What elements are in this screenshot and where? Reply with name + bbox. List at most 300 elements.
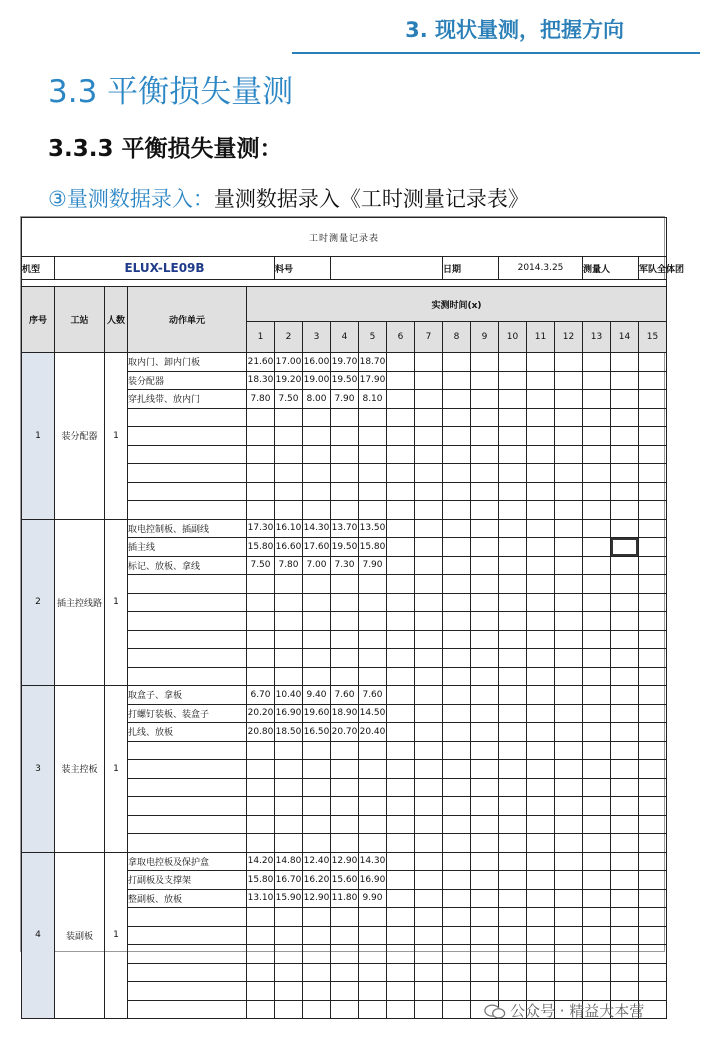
time-cell[interactable] [471, 482, 499, 501]
time-cell[interactable] [471, 982, 499, 1001]
time-cell[interactable] [471, 649, 499, 668]
time-cell[interactable] [415, 371, 443, 390]
action-cell[interactable] [128, 982, 247, 1001]
time-cell[interactable] [303, 797, 331, 816]
time-cell[interactable] [303, 741, 331, 760]
time-cell[interactable] [527, 686, 555, 705]
time-cell[interactable] [611, 519, 639, 538]
time-cell[interactable] [303, 926, 331, 945]
time-cell[interactable] [471, 464, 499, 483]
time-cell[interactable] [275, 760, 303, 779]
time-cell[interactable]: 15.80 [247, 871, 275, 890]
time-cell[interactable] [611, 834, 639, 853]
time-cell[interactable] [303, 482, 331, 501]
time-cell[interactable]: 16.60 [275, 538, 303, 557]
time-cell[interactable] [387, 353, 415, 372]
time-cell[interactable] [359, 926, 387, 945]
time-cell[interactable] [275, 963, 303, 982]
time-cell[interactable] [359, 593, 387, 612]
time-cell[interactable] [275, 926, 303, 945]
time-cell[interactable] [443, 482, 471, 501]
time-cell[interactable] [415, 427, 443, 446]
time-cell[interactable] [247, 797, 275, 816]
time-cell[interactable] [443, 575, 471, 594]
time-cell[interactable] [303, 945, 331, 964]
time-cell[interactable] [443, 390, 471, 409]
time-cell[interactable]: 7.90 [359, 556, 387, 575]
time-cell[interactable] [303, 908, 331, 927]
action-cell[interactable] [128, 741, 247, 760]
action-cell[interactable] [128, 667, 247, 686]
time-cell[interactable] [527, 538, 555, 557]
action-cell[interactable] [128, 926, 247, 945]
time-cell[interactable] [611, 390, 639, 409]
time-cell[interactable] [359, 963, 387, 982]
time-cell[interactable] [415, 390, 443, 409]
time-cell[interactable] [359, 1000, 387, 1019]
time-cell[interactable]: 19.00 [303, 371, 331, 390]
time-cell[interactable] [471, 963, 499, 982]
time-cell[interactable] [639, 982, 667, 1001]
time-cell[interactable] [471, 871, 499, 890]
time-cell[interactable] [303, 778, 331, 797]
time-cell[interactable] [583, 815, 611, 834]
time-cell[interactable] [527, 760, 555, 779]
time-cell[interactable] [387, 556, 415, 575]
time-cell[interactable] [639, 482, 667, 501]
time-cell[interactable] [331, 741, 359, 760]
action-cell[interactable] [128, 501, 247, 520]
time-cell[interactable] [247, 649, 275, 668]
action-cell[interactable] [128, 482, 247, 501]
time-cell[interactable] [247, 945, 275, 964]
time-cell[interactable]: 6.70 [247, 686, 275, 705]
time-cell[interactable] [359, 741, 387, 760]
action-cell[interactable] [128, 445, 247, 464]
time-cell[interactable] [611, 482, 639, 501]
action-cell[interactable] [128, 963, 247, 982]
time-cell[interactable] [583, 963, 611, 982]
time-cell[interactable] [387, 704, 415, 723]
time-cell[interactable] [415, 593, 443, 612]
time-cell[interactable]: 19.50 [331, 538, 359, 557]
time-cell[interactable] [555, 519, 583, 538]
action-cell[interactable]: 打副板及支撑架 [128, 871, 247, 890]
time-cell[interactable]: 15.80 [359, 538, 387, 557]
time-cell[interactable] [331, 1000, 359, 1019]
time-cell[interactable] [247, 982, 275, 1001]
time-cell[interactable] [499, 778, 527, 797]
time-cell[interactable] [611, 649, 639, 668]
time-cell[interactable] [499, 649, 527, 668]
time-cell[interactable] [387, 445, 415, 464]
time-cell[interactable] [555, 538, 583, 557]
time-cell[interactable] [639, 575, 667, 594]
time-cell[interactable] [471, 797, 499, 816]
time-cell[interactable] [387, 908, 415, 927]
time-cell[interactable] [639, 612, 667, 631]
time-cell[interactable] [415, 871, 443, 890]
time-cell[interactable] [583, 982, 611, 1001]
time-cell[interactable] [583, 778, 611, 797]
time-cell[interactable] [499, 612, 527, 631]
model-value[interactable]: ELUX-LE09B [55, 257, 275, 280]
action-cell[interactable]: 扎线、放板 [128, 723, 247, 742]
time-cell[interactable] [415, 612, 443, 631]
time-cell[interactable] [303, 593, 331, 612]
time-cell[interactable] [527, 963, 555, 982]
time-cell[interactable] [555, 630, 583, 649]
time-cell[interactable] [611, 556, 639, 575]
time-cell[interactable] [359, 612, 387, 631]
time-cell[interactable]: 16.00 [303, 353, 331, 372]
time-cell[interactable] [499, 482, 527, 501]
time-cell[interactable] [387, 630, 415, 649]
time-cell[interactable] [611, 815, 639, 834]
time-cell[interactable] [555, 612, 583, 631]
time-cell[interactable] [415, 353, 443, 372]
time-cell[interactable]: 7.60 [331, 686, 359, 705]
time-cell[interactable] [639, 889, 667, 908]
time-cell[interactable] [415, 908, 443, 927]
time-cell[interactable] [527, 908, 555, 927]
time-cell[interactable]: 15.60 [331, 871, 359, 890]
time-cell[interactable] [387, 408, 415, 427]
time-cell[interactable] [275, 575, 303, 594]
time-cell[interactable] [387, 741, 415, 760]
time-cell[interactable] [331, 667, 359, 686]
time-cell[interactable] [583, 501, 611, 520]
time-cell[interactable] [275, 649, 303, 668]
time-cell[interactable] [471, 926, 499, 945]
time-cell[interactable] [275, 501, 303, 520]
time-cell[interactable] [443, 538, 471, 557]
time-cell[interactable] [415, 852, 443, 871]
time-cell[interactable] [247, 741, 275, 760]
time-cell[interactable] [359, 408, 387, 427]
time-cell[interactable] [247, 630, 275, 649]
time-cell[interactable] [359, 797, 387, 816]
time-cell[interactable] [499, 630, 527, 649]
time-cell[interactable] [443, 353, 471, 372]
time-cell[interactable] [499, 797, 527, 816]
time-cell[interactable] [471, 686, 499, 705]
time-cell[interactable] [387, 390, 415, 409]
action-cell[interactable] [128, 908, 247, 927]
time-cell[interactable] [527, 889, 555, 908]
time-cell[interactable] [499, 871, 527, 890]
time-cell[interactable] [331, 464, 359, 483]
time-cell[interactable] [555, 353, 583, 372]
time-cell[interactable]: 7.90 [331, 390, 359, 409]
time-cell[interactable]: 16.90 [275, 704, 303, 723]
time-cell[interactable] [415, 556, 443, 575]
time-cell[interactable] [387, 852, 415, 871]
action-cell[interactable] [128, 649, 247, 668]
time-cell[interactable] [639, 464, 667, 483]
time-cell[interactable] [583, 686, 611, 705]
time-cell[interactable]: 17.90 [359, 371, 387, 390]
action-cell[interactable] [128, 464, 247, 483]
time-cell[interactable] [611, 945, 639, 964]
time-cell[interactable] [387, 889, 415, 908]
time-cell[interactable] [387, 667, 415, 686]
time-cell[interactable] [275, 778, 303, 797]
time-cell[interactable] [443, 963, 471, 982]
action-cell[interactable] [128, 834, 247, 853]
time-cell[interactable] [415, 630, 443, 649]
time-cell[interactable] [611, 778, 639, 797]
time-cell[interactable] [415, 834, 443, 853]
time-cell[interactable] [415, 889, 443, 908]
time-cell[interactable] [499, 427, 527, 446]
action-cell[interactable] [128, 630, 247, 649]
time-cell[interactable] [583, 630, 611, 649]
time-cell[interactable] [555, 741, 583, 760]
time-cell[interactable] [443, 464, 471, 483]
time-cell[interactable] [331, 408, 359, 427]
time-cell[interactable] [331, 575, 359, 594]
time-cell[interactable] [275, 797, 303, 816]
time-cell[interactable]: 12.90 [303, 889, 331, 908]
time-cell[interactable] [387, 778, 415, 797]
time-cell[interactable] [331, 982, 359, 1001]
time-cell[interactable] [639, 760, 667, 779]
time-cell[interactable] [443, 501, 471, 520]
time-cell[interactable] [303, 834, 331, 853]
time-cell[interactable] [471, 815, 499, 834]
time-cell[interactable] [555, 778, 583, 797]
time-cell[interactable] [443, 834, 471, 853]
time-cell[interactable] [527, 704, 555, 723]
time-cell[interactable] [499, 390, 527, 409]
time-cell[interactable] [583, 760, 611, 779]
time-cell[interactable] [387, 871, 415, 890]
time-cell[interactable] [639, 686, 667, 705]
time-cell[interactable] [611, 723, 639, 742]
time-cell[interactable] [275, 464, 303, 483]
time-cell[interactable] [639, 945, 667, 964]
time-cell[interactable] [387, 686, 415, 705]
time-cell[interactable] [583, 427, 611, 446]
time-cell[interactable] [583, 704, 611, 723]
time-cell[interactable] [527, 778, 555, 797]
time-cell[interactable]: 18.50 [275, 723, 303, 742]
time-cell[interactable] [415, 778, 443, 797]
time-cell[interactable] [583, 519, 611, 538]
time-cell[interactable] [331, 445, 359, 464]
time-cell[interactable] [555, 926, 583, 945]
time-cell[interactable] [527, 649, 555, 668]
time-cell[interactable] [443, 593, 471, 612]
time-cell[interactable] [415, 926, 443, 945]
time-cell[interactable] [527, 723, 555, 742]
time-cell[interactable]: 16.90 [359, 871, 387, 890]
action-cell[interactable] [128, 945, 247, 964]
time-cell[interactable] [611, 871, 639, 890]
time-cell[interactable] [471, 908, 499, 927]
time-cell[interactable] [247, 464, 275, 483]
time-cell[interactable] [443, 686, 471, 705]
time-cell[interactable] [275, 667, 303, 686]
time-cell[interactable] [443, 667, 471, 686]
time-cell[interactable] [527, 612, 555, 631]
action-cell[interactable]: 取内门、卸内门板 [128, 353, 247, 372]
action-cell[interactable] [128, 575, 247, 594]
time-cell[interactable] [611, 371, 639, 390]
time-cell[interactable] [387, 427, 415, 446]
time-cell[interactable] [443, 982, 471, 1001]
time-cell[interactable] [639, 390, 667, 409]
time-cell[interactable] [387, 1000, 415, 1019]
time-cell[interactable]: 19.20 [275, 371, 303, 390]
time-cell[interactable] [387, 482, 415, 501]
time-cell[interactable] [527, 482, 555, 501]
time-cell[interactable]: 16.10 [275, 519, 303, 538]
time-cell[interactable] [611, 982, 639, 1001]
time-cell[interactable] [471, 593, 499, 612]
time-cell[interactable] [583, 593, 611, 612]
time-cell[interactable] [611, 797, 639, 816]
time-cell[interactable] [555, 649, 583, 668]
time-cell[interactable]: 18.30 [247, 371, 275, 390]
action-cell[interactable] [128, 815, 247, 834]
time-cell[interactable] [387, 649, 415, 668]
action-cell[interactable] [128, 593, 247, 612]
time-cell[interactable]: 13.50 [359, 519, 387, 538]
time-cell[interactable] [555, 797, 583, 816]
time-cell[interactable] [471, 778, 499, 797]
time-cell[interactable] [611, 630, 639, 649]
time-cell[interactable] [275, 482, 303, 501]
time-cell[interactable] [471, 612, 499, 631]
time-cell[interactable] [359, 427, 387, 446]
time-cell[interactable] [359, 667, 387, 686]
time-cell[interactable] [471, 889, 499, 908]
time-cell[interactable] [415, 760, 443, 779]
time-cell[interactable] [247, 1000, 275, 1019]
time-cell[interactable] [359, 834, 387, 853]
time-cell[interactable] [583, 834, 611, 853]
time-cell[interactable] [387, 501, 415, 520]
time-cell[interactable] [583, 353, 611, 372]
time-cell[interactable] [499, 852, 527, 871]
time-cell[interactable] [471, 427, 499, 446]
time-cell[interactable] [583, 371, 611, 390]
time-cell[interactable] [555, 889, 583, 908]
time-cell[interactable] [471, 575, 499, 594]
action-cell[interactable]: 取电控制板、插副线 [128, 519, 247, 538]
time-cell[interactable]: 14.50 [359, 704, 387, 723]
time-cell[interactable] [639, 593, 667, 612]
time-cell[interactable]: 18.70 [359, 353, 387, 372]
time-cell[interactable] [527, 445, 555, 464]
time-cell[interactable] [415, 704, 443, 723]
time-cell[interactable] [471, 852, 499, 871]
time-cell[interactable]: 9.40 [303, 686, 331, 705]
time-cell[interactable] [415, 667, 443, 686]
time-cell[interactable] [583, 390, 611, 409]
time-cell[interactable] [331, 593, 359, 612]
time-cell[interactable] [555, 945, 583, 964]
time-cell[interactable] [639, 852, 667, 871]
time-cell[interactable] [443, 408, 471, 427]
time-cell[interactable]: 8.00 [303, 390, 331, 409]
time-cell[interactable] [247, 501, 275, 520]
time-cell[interactable] [583, 945, 611, 964]
time-cell[interactable]: 17.60 [303, 538, 331, 557]
time-cell[interactable] [527, 834, 555, 853]
time-cell[interactable] [415, 723, 443, 742]
time-cell[interactable]: 14.30 [359, 852, 387, 871]
time-cell[interactable] [359, 464, 387, 483]
time-cell[interactable] [527, 797, 555, 816]
time-cell[interactable] [359, 815, 387, 834]
time-cell[interactable] [583, 908, 611, 927]
time-cell[interactable] [471, 519, 499, 538]
time-cell[interactable] [527, 353, 555, 372]
time-cell[interactable] [275, 815, 303, 834]
time-cell[interactable] [639, 630, 667, 649]
time-cell[interactable] [499, 538, 527, 557]
time-cell[interactable] [471, 945, 499, 964]
time-cell[interactable] [471, 445, 499, 464]
time-cell[interactable] [639, 519, 667, 538]
action-cell[interactable] [128, 760, 247, 779]
time-cell[interactable] [555, 408, 583, 427]
time-cell[interactable] [639, 926, 667, 945]
time-cell[interactable] [555, 482, 583, 501]
time-cell[interactable] [527, 741, 555, 760]
time-cell[interactable] [611, 408, 639, 427]
time-cell[interactable] [611, 612, 639, 631]
time-cell[interactable] [555, 575, 583, 594]
action-cell[interactable]: 标记、放板、拿线 [128, 556, 247, 575]
time-cell[interactable] [499, 741, 527, 760]
time-cell[interactable] [639, 834, 667, 853]
time-cell[interactable] [331, 963, 359, 982]
time-cell[interactable] [555, 371, 583, 390]
action-cell[interactable]: 插主线 [128, 538, 247, 557]
time-cell[interactable] [471, 834, 499, 853]
time-cell[interactable] [499, 815, 527, 834]
time-cell[interactable]: 14.80 [275, 852, 303, 871]
time-cell[interactable] [415, 686, 443, 705]
action-cell[interactable]: 打螺钉装板、装盒子 [128, 704, 247, 723]
time-cell[interactable] [639, 538, 667, 557]
time-cell[interactable] [359, 982, 387, 1001]
time-cell[interactable]: 7.80 [275, 556, 303, 575]
action-cell[interactable]: 穿扎线带、放内门 [128, 390, 247, 409]
time-cell[interactable] [443, 649, 471, 668]
time-cell[interactable] [387, 797, 415, 816]
time-cell[interactable] [583, 889, 611, 908]
time-cell[interactable] [499, 575, 527, 594]
time-cell[interactable] [583, 723, 611, 742]
time-cell[interactable] [303, 445, 331, 464]
time-cell[interactable] [359, 630, 387, 649]
time-cell[interactable] [387, 575, 415, 594]
time-cell[interactable] [387, 963, 415, 982]
time-cell[interactable] [275, 445, 303, 464]
time-cell[interactable] [639, 353, 667, 372]
time-cell[interactable] [443, 926, 471, 945]
time-cell[interactable] [331, 630, 359, 649]
time-cell[interactable] [555, 501, 583, 520]
time-cell[interactable] [275, 982, 303, 1001]
time-cell[interactable] [303, 649, 331, 668]
time-cell[interactable] [611, 575, 639, 594]
